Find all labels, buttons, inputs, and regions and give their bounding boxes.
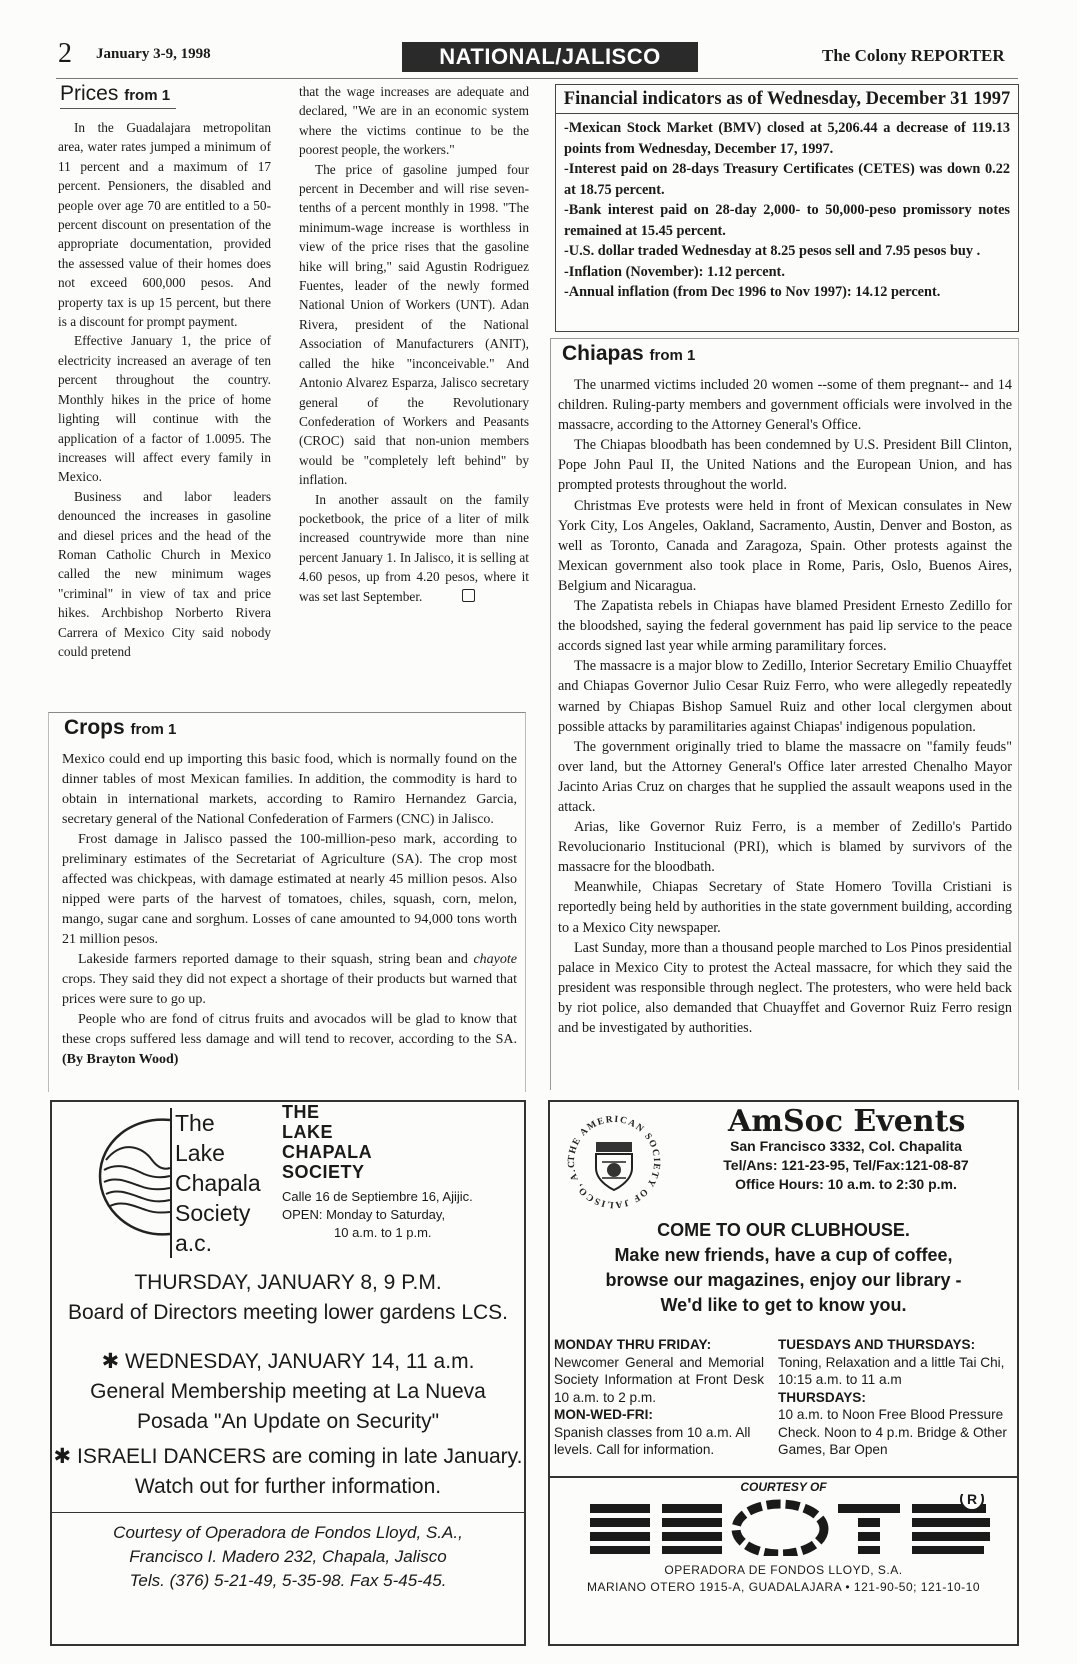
- lcs-logo-name: The Lake Chapala Society a.c.: [170, 1108, 261, 1258]
- byline: (By Brayton Wood): [62, 1052, 179, 1067]
- prices-column-1: [58, 118, 271, 661]
- prices-paragraph: Effective January 1, the price of electricity increased an average of ten percent throughout the country. Monthly hikes in the price of home lighting will continue with the application of a factor of 1.0095. The increases will affect every family in Mexico.: [58, 333, 271, 485]
- lcs-courtesy: Courtesy of Operadora de Fondos Lloyd, S.A., Francisco I. Madero 232, Chapala, Jalisco Tels. (376) 5-21-49, 5-35-98. Fax 5-45-45.: [52, 1512, 524, 1593]
- amsoc-schedule-left: MONDAY THRU FRIDAY: Newcomer General and Memorial Society Information at Front Desk 10 a.m. to 2 p.m. MON-WED-FRI: Spanish classes from 10 a.m. All levels. Call for information.: [554, 1337, 764, 1457]
- crops-paragraph: Lakeside farmers reported damage to their squash, string bean and chayote crops. They said they did not expect a shortage of their products but warned that prices were sure to go up.: [62, 952, 517, 1007]
- chiapas-heading-text: Chiapas: [562, 342, 644, 365]
- financial-item: -Interest paid on 28-days Treasury Certificates (CETES) was down 0.22 at 18.75 percent.: [564, 161, 1010, 198]
- page-number: 2: [58, 38, 72, 69]
- crops-paragraph: Mexico could end up importing this basic food, which is normally found on the dinner tables of most Mexican families. In addition, the commodity is hard to obtain in international markets, according to Ramiro Hernandez Garcia, secretary general of the National Confederation of Farmers (CNC) in Jalisco.: [62, 752, 517, 827]
- header-rule: [56, 78, 1018, 79]
- prices-paragraph: In the Guadalajara metropolitan area, water rates jumped a minimum of 11 percent and a maximum of 17 percent. Pensioners, the disabled and people over age 70 are entitled to a 50-percent discount on presentation of the appropriate documentation, provided the assessed value of their homes does not exceed 600,000 pesos. And property tax is up 15 percent, but there is a discount for prompt payment.: [58, 120, 271, 330]
- chiapas-paragraph: Arias, like Governor Ruiz Ferro, is a member of Zedillo's Partido Revolucionario Institucional (PRI), which is blamed by survivors of the massacre for the bloodbath.: [558, 819, 1012, 876]
- svg-text:LLOYD: LLOYD: [790, 1554, 794, 1555]
- amsoc-schedule-right: TUESDAYS AND THURSDAYS: Toning, Relaxation and a little Tai Chi, 10:15 a.m. to 11 a.m THURSDAYS: 10 a.m. to Noon Free Blood Pressure Check. Noon to 4 p.m. Bridge & Other Games, Bar Open: [778, 1337, 1007, 1457]
- financial-item: -U.S. dollar traded Wednesday at 8.25 pesos sell and 7.95 pesos buy .: [564, 243, 981, 259]
- prices-paragraph: In another assault on the family pocketbook, the price of a liter of milk increased countrywide more than nine percent January 1. In Jalisco, it is selling at 4.60 pesos, up from 4.20 pesos, where it was set last September.: [299, 491, 529, 604]
- chiapas-paragraph: Last Sunday, more than a thousand people marched to Los Pinos presidential palace in Mexico City to protest the Acteal massacre, for which they said the president was responsible through neglect. The protesters, who were held back by riot police, also demanded that Chuayffet and Governor Ruiz Ferro resign and be investigated by authorities.: [558, 939, 1012, 1036]
- financial-indicators-box: [555, 84, 1019, 332]
- chiapas-from: from 1: [649, 347, 696, 364]
- newspaper-name: The Colony REPORTER: [822, 46, 1005, 65]
- lloyd-courtesy-label: COURTESY OF: [740, 1480, 827, 1494]
- asterisk-icon: ✱: [53, 1445, 72, 1468]
- chiapas-heading: [562, 342, 695, 366]
- prices-heading-rule: [60, 108, 176, 109]
- svg-text:THE AMERICAN SOCIETY OF JALISC: THE AMERICAN SOCIETY OF JALISCO, A.C: [566, 1114, 662, 1210]
- chiapas-paragraph: The unarmed victims included 20 women --some of them pregnant-- and 14 children. Ruling-party members and government officials were involved in the massacre, according to the Attorney General's Office.: [558, 377, 1012, 434]
- prices-heading-text: Prices: [60, 82, 119, 105]
- lcs-title: THE LAKE CHAPALA SOCIETY: [282, 1102, 373, 1182]
- lake-logo-icon: [92, 1112, 172, 1242]
- prices-heading: [60, 82, 170, 106]
- prices-paragraph: The price of gasoline jumped four percent in December and will rise seven-tenths of a percent monthly in 1998. "The minimum-wage increase is worthless in view of the price rises that the gasoline hike will bring," said Agustin Rodriguez Fuentes, leader of the newly formed National Union of Workers (UNT). Adan Rivera, president of the National Association of Manufacturers (ANIT), called the hike "inconceivable." And Antonio Alvarez Esparza, Jalisco secretary general of the Revolutionary Confederation of Workers and Peasants (CROC) said that non-union members would be "completely left behind" by inflation.: [299, 161, 529, 488]
- financial-title: Financial indicators as of Wednesday, December 31 1997: [556, 89, 1018, 114]
- chiapas-article: [558, 375, 1012, 1038]
- american-society-seal-icon: [562, 1110, 666, 1214]
- financial-item: -Mexican Stock Market (BMV) closed at 5,206.44 a decrease of 119.13 points from Wednesday, December 17, 1997.: [564, 120, 1010, 157]
- chiapas-paragraph: Meanwhile, Chiapas Secretary of State Homero Tovilla Cristiani is reportedly being held by authorities in the state government building, according to a Mexico City newspaper.: [558, 879, 1012, 936]
- prices-paragraph: that the wage increases are adequate and declared, "We are in an economic system where the victims continue to be the poorest people, the workers.": [299, 84, 529, 158]
- issue-date: January 3-9, 1998: [96, 46, 211, 62]
- chiapas-paragraph: The massacre is a major blow to Zedillo, Interior Secretary Emilio Chuayffet and Chiapas Governor Julio Cesar Ruiz Ferro, who were allegedly repeatedly warned by Chiapas Bishop Samuel Ruiz and other local clergymen about possible attacks by paramilitaries against Chiapas' indigenous population.: [558, 658, 1012, 735]
- crops-heading: [64, 716, 176, 740]
- crops-paragraph: Frost damage in Jalisco passed the 100-million-peso mark, according to preliminary estimates of the Secretariat of Agriculture (SA). The crop most affected was chickpeas, with damage estimated at nearly 45 million pesos. Also nipped were parts of the harvest of tomatoes, chiles, squash, corn, melon, mango, sugar cane and sorghum. Losses of cane amounted to 94,000 tons worth 21 million pesos.: [62, 832, 517, 947]
- crops-heading-text: Crops: [64, 716, 125, 739]
- lloyd-logo: [590, 1494, 990, 1556]
- chiapas-paragraph: The Zapatista rebels in Chiapas have blamed President Ernesto Zedillo for the bloodshed, saying the federal government has paid lip service to the peace accords signed last year while arming paramilitary forces.: [558, 598, 1012, 655]
- crops-article: [62, 750, 517, 1070]
- asterisk-icon: ✱: [101, 1350, 120, 1373]
- prices-column-2: [299, 82, 529, 606]
- lloyd-company-info: OPERADORA DE FONDOS LLOYD, S.A. MARIANO OTERO 1915-A, GUADALAJARA • 121-90-50; 121-10-10: [586, 1563, 981, 1594]
- amsoc-invitation: COME TO OUR CLUBHOUSE. Make new friends, have a cup of coffee, browse our magazines, enjoy our library - We'd like to get to know you.: [605, 1220, 962, 1315]
- financial-item: -Inflation (November): 1.12 percent.: [564, 263, 785, 280]
- crops-from: from 1: [130, 721, 177, 738]
- svg-text:R: R: [966, 1494, 978, 1507]
- lcs-event-1: THURSDAY, JANUARY 8, 9 P.M. Board of Directors meeting lower gardens LCS.: [67, 1271, 509, 1324]
- prices-paragraph: Business and labor leaders denounced the increases in gasoline and diesel prices and the head of the Roman Catholic Church in Mexico called the new minimum wages "criminal" in view of tax and price hikes. Archbishop Norberto Rivera Carrera of Mexico City said nobody could pretend: [58, 488, 271, 659]
- amsoc-title: AmSoc Events: [728, 1104, 966, 1139]
- chiapas-paragraph: Christmas Eve protests were held in front of Mexican consulates in New York City, Los Angeles, Oakland, Sacramento, Austin, Denver and Boston, as well as Toronto, Canada and Zaragoza, Spain. Other protests against the Mexican government also took place in Rome, Paris, Oslo, Buenos Aires, Belgium and Nicaragua.: [558, 497, 1012, 594]
- lcs-address: Calle 16 de Septiembre 16, Ajijic. OPEN: Monday to Saturday, 10 a.m. to 1 p.m.: [282, 1189, 473, 1240]
- financial-item: -Annual inflation (from Dec 1996 to Nov 1997): 14.12 percent.: [564, 284, 941, 300]
- prices-from: from 1: [124, 87, 171, 104]
- financial-item: -Bank interest paid on 28-day 2,000- to 50,000-peso promissory notes remained at 15.45 percent.: [564, 202, 1010, 239]
- chiapas-paragraph: The government originally tried to blame the massacre on "family feuds" over land, but the Attorney General's Office later arrested Chenalho Mayor Jacinto Arias Cruz on charges that he supplied the assault weapons used in the attack.: [558, 738, 1012, 815]
- chiapas-paragraph: The Chiapas bloodbath has been condemned by U.S. President Bill Clinton, Pope John Paul II, the United Nations and the European Union, and has prompted protests throughout the world.: [558, 437, 1012, 494]
- section-banner: NATIONAL/JALISCO: [402, 42, 698, 72]
- crops-paragraph: People who are fond of citrus fruits and avocados will be glad to know that these crops suffered less damage and will tend to recover, according to the SA. (By Brayton Wood): [62, 1012, 517, 1067]
- end-mark-icon: [462, 589, 475, 602]
- amsoc-divider: [548, 1476, 1019, 1478]
- lcs-event-3: ✱ ISRAELI DANCERS are coming in late January. Watch out for further information.: [53, 1445, 523, 1498]
- amsoc-contact: San Francisco 3332, Col. Chapalita Tel/Ans: 121-23-95, Tel/Fax:121-08-87 Office Hours: 10 a.m. to 2:30 p.m.: [723, 1138, 969, 1192]
- lcs-event-2: ✱ WEDNESDAY, JANUARY 14, 11 a.m. General Membership meeting at La Nueva Posada "An Update on Security": [90, 1350, 486, 1433]
